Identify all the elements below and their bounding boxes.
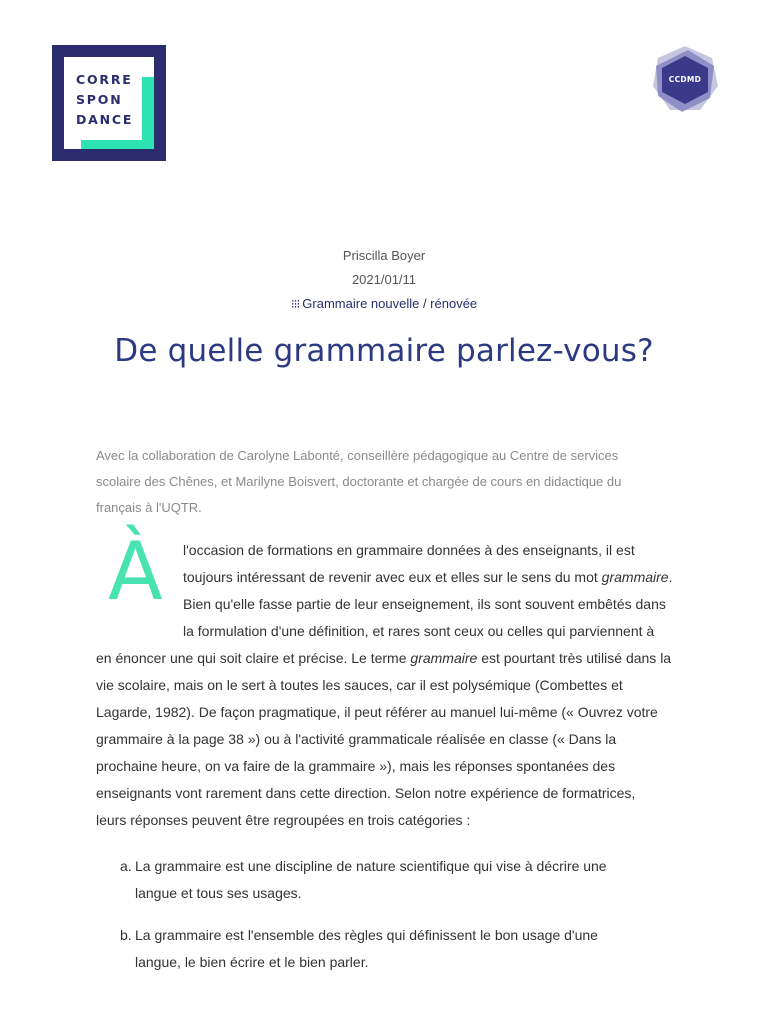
collab-line: scolaire des Chênes, et Marilyne Boisvert, doctorante et chargée de cours en didactique du (96, 474, 622, 489)
collaboration-note (96, 443, 656, 521)
text-line: enseignants vont rarement dans cette direction. Selon notre expérience de formatrices, (96, 785, 636, 801)
correspondance-logo[interactable] (52, 45, 165, 162)
drop-cap: À (108, 525, 163, 618)
grid-dots-icon: ⁝⁝⁝ (290, 297, 300, 311)
list-item (120, 853, 640, 907)
text-line: la formulation d'une définition, et rares sont ceux ou celles qui parviennent à (183, 623, 655, 639)
collab-line: français à l'UQTR. (96, 500, 202, 515)
list-text: langue et tous ses usages. (135, 885, 302, 901)
text-line: prochaine heure, on va faire de la grammaire »), mais les réponses spontanées des (96, 758, 616, 774)
text-line: Lagarde, 1982). De façon pragmatique, il peut référer au manuel lui-même (« Ouvrez votre (96, 704, 658, 720)
text-line: Bien qu'elle fasse partie de leur enseignement, ils sont souvent embêtés dans (183, 596, 666, 612)
article-category[interactable] (0, 296, 768, 311)
list-text: La grammaire est l'ensemble des règles qui définissent le bon usage d'une (135, 927, 598, 943)
logo-text (76, 70, 133, 130)
list-text: langue, le bien écrire et le bien parler. (135, 954, 369, 970)
list-text: La grammaire est une discipline de nature scientifique qui vise à décrire une (135, 858, 607, 874)
logo-line: SPON (76, 92, 123, 107)
text-line: leurs réponses peuvent être regroupées en trois catégories : (96, 812, 471, 828)
list-marker: a. (120, 858, 132, 874)
article-title: De quelle grammaire parlez-vous? (114, 333, 654, 369)
text-line: vie scolaire, mais on le sert à toutes les sauces, car il est polysémique (Combettes et (96, 677, 623, 693)
logo-line: DANCE (76, 112, 134, 127)
list-item (120, 922, 640, 976)
article-date: 2021/01/11 (351, 272, 417, 287)
list-marker: b. (120, 927, 132, 943)
collab-line: Avec la collaboration de Carolyne Labonté, conseillère pédagogique au Centre de services (96, 448, 619, 463)
text-line: grammaire à la page 38 ») ou à l'activité grammaticale réalisée en classe (« Dans la (96, 731, 617, 747)
body-paragraph (96, 645, 686, 834)
intro-paragraph (183, 537, 683, 645)
text-line: en énoncer une qui soit claire et précise. Le terme grammaire est pourtant très utilisé dans la (96, 650, 672, 666)
article-author[interactable]: Priscilla Boyer (342, 248, 426, 263)
text-line: l'occasion de formations en grammaire données à des enseignants, il est (183, 542, 635, 558)
ccdmd-label: CCDMD (668, 74, 702, 84)
logo-line: CORRE (76, 72, 133, 87)
category-link[interactable]: Grammaire nouvelle / rénovée (302, 296, 478, 311)
ccdmd-badge[interactable] (650, 44, 720, 114)
text-line: toujours intéressant de revenir avec eux et elles sur le sens du mot grammaire. (183, 569, 673, 585)
